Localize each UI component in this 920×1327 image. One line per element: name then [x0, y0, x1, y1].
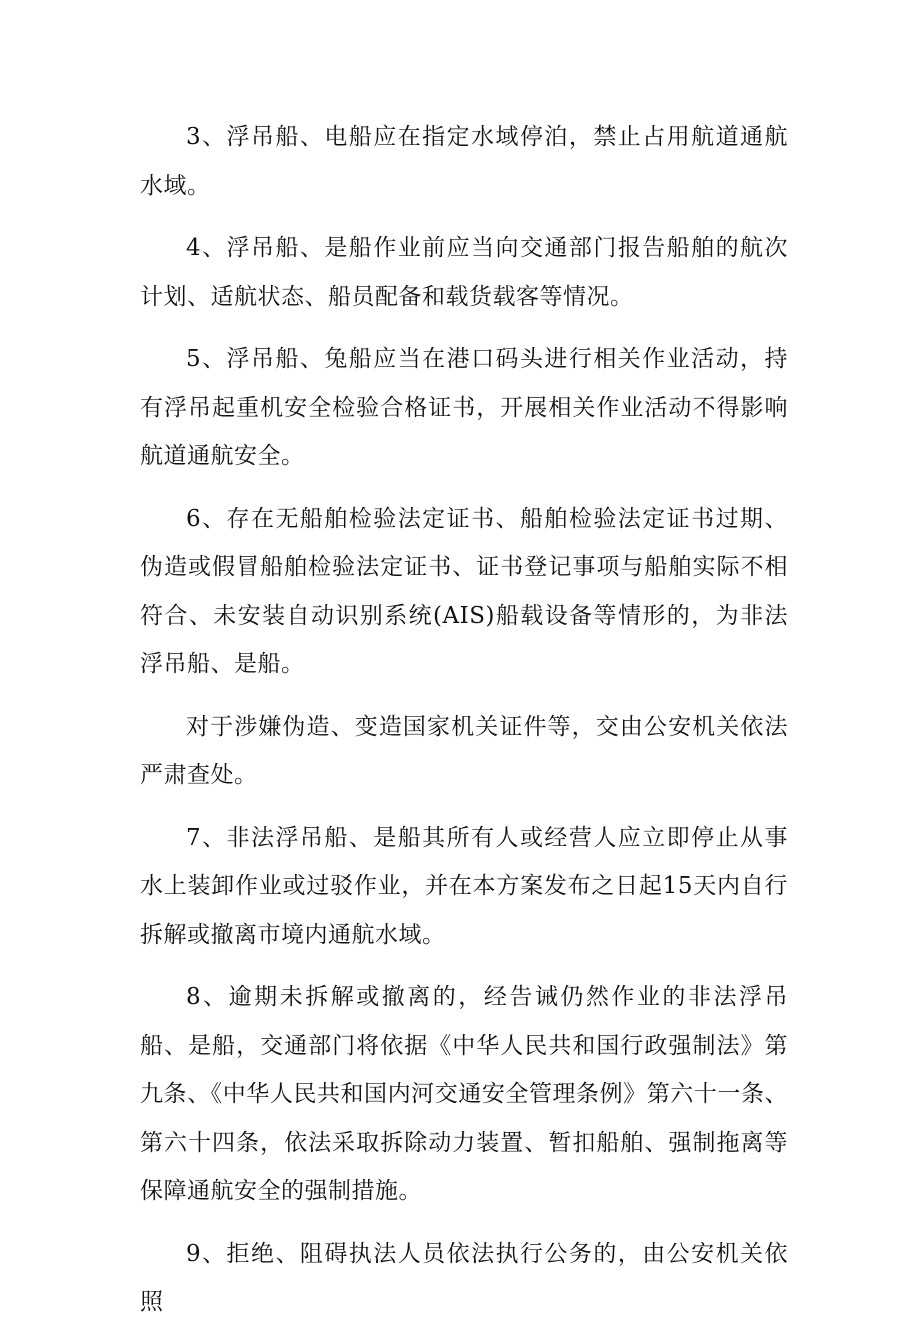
paragraph-item-4: 4、浮吊船、是船作业前应当向交通部门报告船舶的航次计划、适航状态、船员配备和载货载客等情况。: [140, 235, 788, 310]
paragraph-item-5: 5、浮吊船、兔船应当在港口码头进行相关作业活动，持有浮吊起重机安全检验合格证书，开展相关作业活动不得影响航道通航安全。: [140, 346, 788, 469]
paragraph-item-7: 7、非法浮吊船、是船其所有人或经营人应立即停止从事水上装卸作业或过驳作业，并在本方案发布之日起15天内自行拆解或撤离市境内通航水域。: [140, 824, 788, 948]
paragraph-item-6: 6、存在无船舶检验法定证书、船舶检验法定证书过期、伪造或假冒船舶检验法定证书、证书登记事项与船舶实际不相符合、未安装自动识别系统(AIS)船载设备等情形的，为非法浮吊船、是船。: [140, 505, 788, 677]
paragraph-item-9: 9、拒绝、阻碍执法人员依法执行公务的，由公安机关依照: [140, 1240, 788, 1315]
paragraph-note: 对于涉嫌伪造、变造国家机关证件等，交由公安机关依法严肃查处。: [140, 713, 788, 788]
paragraph-item-8: 8、逾期未拆解或撤离的，经告诫仍然作业的非法浮吊船、是船，交通部门将依据《中华人民共和国行政强制法》第九条、《中华人民共和国内河交通安全管理条例》第六十一条、第六十四条，依法采取拆除动力装置、暂扣船舶、强制拖离等保障通航安全的强制措施。: [140, 984, 788, 1204]
paragraph-item-3: 3、浮吊船、电船应在指定水域停泊，禁止占用航道通航水域。: [140, 124, 788, 199]
